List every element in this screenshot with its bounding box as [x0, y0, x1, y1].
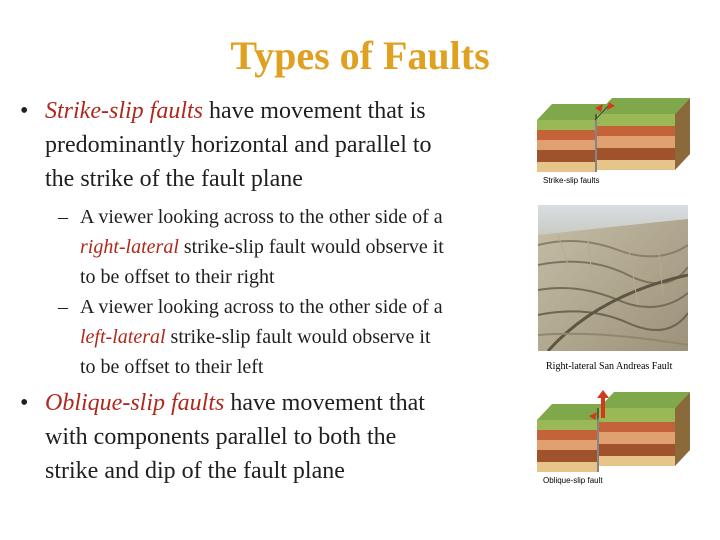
- sub1-line2-rest: strike-slip fault would observe it: [178, 236, 444, 258]
- oblique-slip-diagram-label: Oblique-slip fault: [543, 476, 603, 485]
- sub2-line2-rest: strike-slip fault would observe it: [165, 326, 431, 348]
- bullet-mark: •: [20, 98, 29, 124]
- strike-slip-diagram-label: Strike-slip faults: [543, 176, 600, 185]
- bullet-oblique-slip: [20, 386, 520, 490]
- bullet1-line3: the strike of the fault plane: [45, 166, 303, 192]
- bullet-strike-slip: [20, 94, 520, 198]
- strike-slip-diagram: [535, 92, 695, 192]
- bullet2-line2: with components parallel to both the: [45, 424, 397, 450]
- bullet1-line2: predominantly horizontal and parallel to: [45, 132, 432, 158]
- sub2-line1: A viewer looking across to the other side of a: [80, 296, 443, 318]
- dash-mark: –: [58, 296, 68, 318]
- subbullet-right-lateral: [58, 202, 528, 292]
- slide-title: Types of Faults: [230, 33, 490, 78]
- strike-slip-term: Strike-slip faults: [45, 98, 203, 124]
- bullet1-line1-rest: have movement that is: [203, 98, 426, 124]
- oblique-slip-diagram: [535, 390, 695, 490]
- oblique-slip-block-illustration: [535, 390, 695, 490]
- bullet2-line3: strike and dip of the fault plane: [45, 458, 345, 484]
- right-lateral-term: right-lateral: [80, 236, 179, 258]
- bullet2-line1-rest: have movement that: [224, 390, 425, 416]
- sub1-line3: to be offset to their right: [80, 266, 275, 288]
- left-lateral-term: left-lateral: [80, 326, 166, 348]
- subbullet-left-lateral: [58, 292, 528, 382]
- bullet-mark: •: [20, 390, 29, 416]
- sub2-line3: to be offset to their left: [80, 356, 264, 378]
- san-andreas-aerial-image: [538, 205, 688, 351]
- dash-mark: –: [58, 206, 68, 228]
- san-andreas-photo: [538, 205, 688, 372]
- sub1-line1: A viewer looking across to the other side of a: [80, 206, 443, 228]
- photo-caption: Right-lateral San Andreas Fault: [546, 361, 673, 372]
- oblique-slip-term: Oblique-slip faults: [45, 390, 225, 416]
